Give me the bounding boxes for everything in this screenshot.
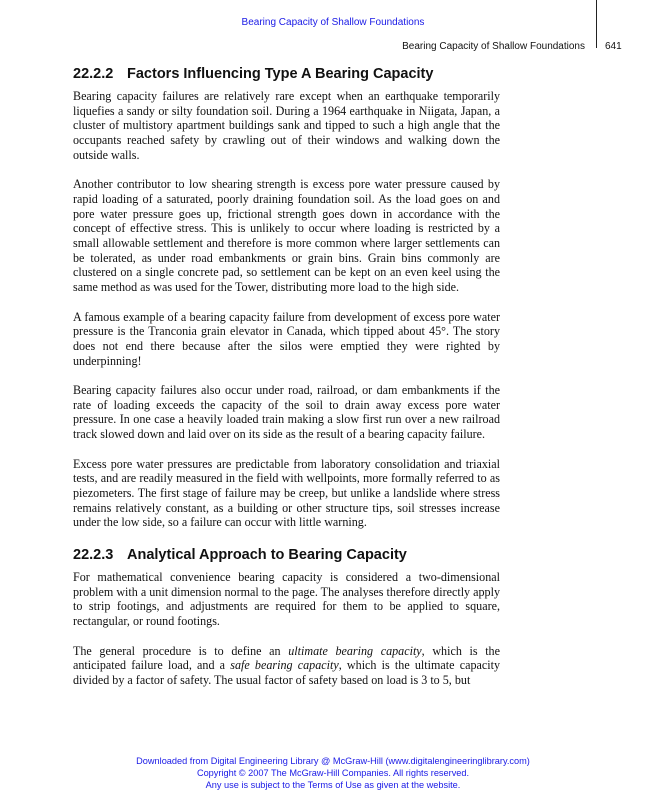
book-title-link[interactable]: Bearing Capacity of Shallow Foundations bbox=[241, 17, 425, 28]
paragraph: A famous example of a bearing capacity failure from development of excess pore water pressure is the Tranconia grain elevator in Canada, which tipped about 45°. The story does not end there because after the silos were emptied they were righted by underpinning! bbox=[73, 309, 500, 368]
text-run: , which is the anticipated failure load, and a bbox=[73, 643, 500, 673]
paragraph: Excess pore water pressures are predictable from laboratory consolidation and triaxial tests, and are readily measured in the field with wellpoints, more formally referred to as piezometers. The first stage of failure may be creep, but unlike a landslide where stress remains relatively constant, as a building or other structure tips, soil stresses increase under the low side, so a failure can occur with little warning. bbox=[73, 456, 500, 530]
section-title: Factors Influencing Type A Bearing Capacity bbox=[127, 66, 434, 82]
header-divider bbox=[596, 0, 597, 48]
paragraph: Bearing capacity failures also occur under road, railroad, or dam embankments if the rate of loading exceeds the capacity of the soil to drain away excess pore water pressure. In one case a heavily loaded train making a slow first run over a new railroad track slowed down and laid over on its side as the result of a bearing capacity failure. bbox=[73, 383, 500, 442]
section-heading-22-2-2 bbox=[73, 64, 500, 84]
text-run: , which is the ultimate capacity divided by a factor of safety. The usual factor of safety based on load is 3 to 5, but bbox=[73, 658, 500, 687]
paragraph: Another contributor to low shearing strength is excess pore water pressure caused by rapid loading of a saturated, poorly draining foundation soil. As the load goes on and pore water pressure goes up, frictional strength goes down in accordance with the concept of effective stress. This is unlikely to occur where loading is restricted by a small allowable settlement and therefore is more common where larger settlements can be tolerated, as under road embankments or grain bins. Grain bins commonly are clustered on a single concrete pad, so settlement can be kept on an even keel using the same method as was used for the Tower, distributing more load to the high side. bbox=[73, 177, 500, 294]
footer bbox=[0, 755, 666, 791]
page-body bbox=[73, 64, 500, 688]
paragraph: For mathematical convenience bearing capacity is considered a two-dimensional problem with a unit dimension normal to the page. The analyses therefore directly apply to strip footings, and adjustments are required for them to be applied to square, rectangular, or round footings. bbox=[73, 570, 500, 629]
footer-copyright: Copyright © 2007 The McGraw-Hill Companies. All rights reserved. bbox=[196, 768, 470, 778]
term-ultimate-bearing-capacity: ultimate bearing capacity bbox=[288, 643, 422, 658]
page-number: 641 bbox=[605, 41, 622, 52]
text-run: The general procedure is to define an bbox=[73, 643, 289, 658]
running-head: Bearing Capacity of Shallow Foundations bbox=[402, 41, 585, 52]
section-heading-22-2-3 bbox=[73, 545, 500, 565]
paragraph: Bearing capacity failures are relatively rare except when an earthquake temporarily liquefies a sandy or silty foundation soil. During a 1964 earthquake in Niigata, Japan, a cluster of multistory apartment buildings sank and tipped to such a high angle that the occupants reached safety by crawling out of their windows and walking down the outside walls. bbox=[73, 89, 500, 162]
footer-download-link[interactable]: Downloaded from Digital Engineering Library @ McGraw-Hill (www.digitalengineeringlibrary.com) bbox=[136, 756, 530, 766]
footer-terms: Any use is subject to the Terms of Use as given at the website. bbox=[205, 780, 461, 790]
section-number: 22.2.2 bbox=[73, 66, 114, 82]
term-safe-bearing-capacity: safe bearing capacity bbox=[230, 658, 339, 673]
section-number: 22.2.3 bbox=[73, 547, 114, 564]
section-title: Analytical Approach to Bearing Capacity bbox=[127, 547, 407, 564]
paragraph bbox=[73, 644, 500, 688]
